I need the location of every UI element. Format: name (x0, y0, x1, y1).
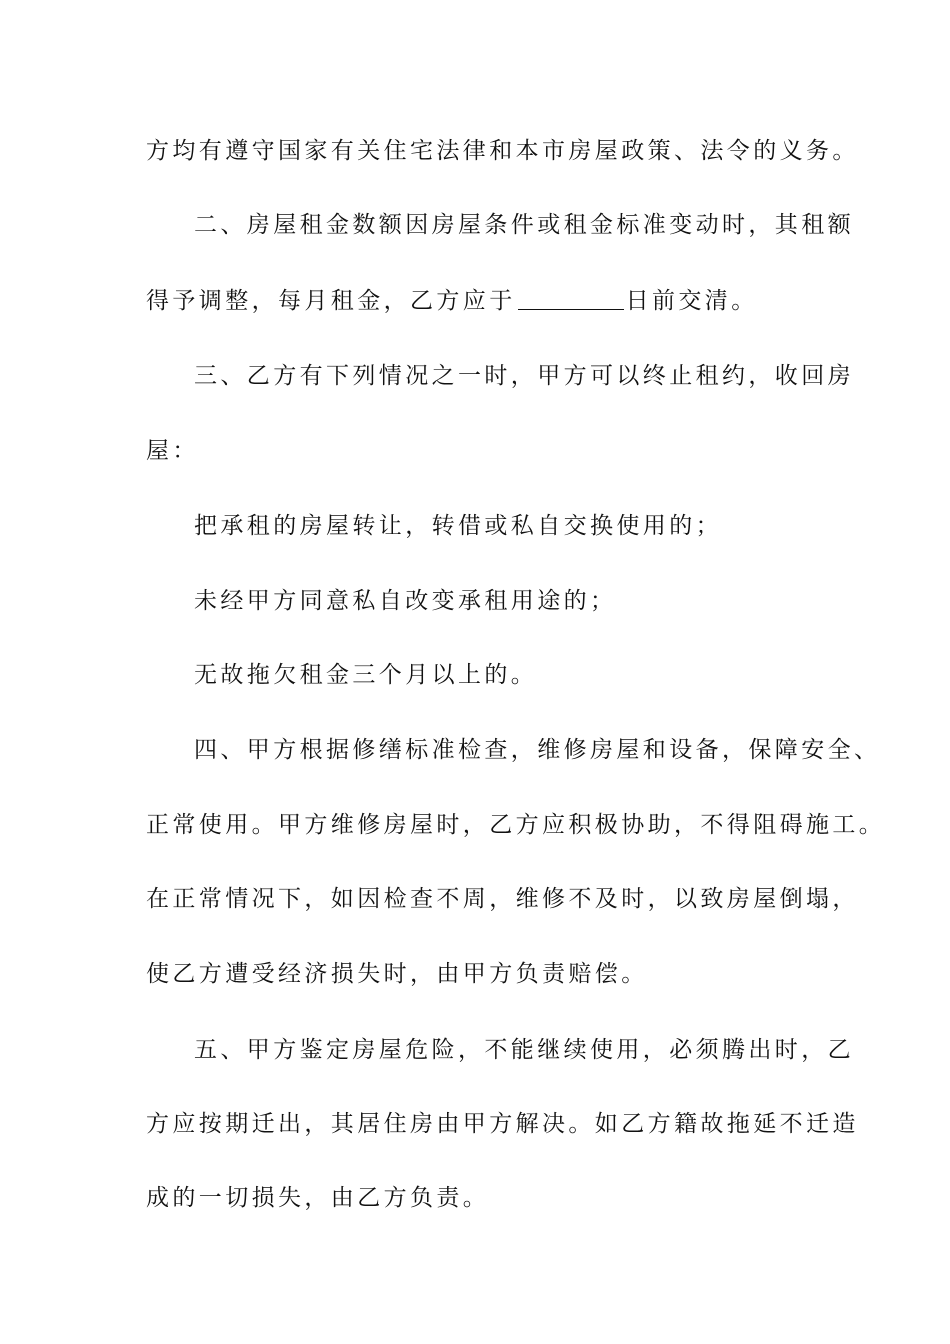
text-segment: 得予调整，每月租金，乙方应于 (146, 288, 516, 314)
text-line (146, 281, 826, 321)
text-line: 未经甲方同意私自改变承租用途的； (194, 588, 617, 614)
text-line: 把承租的房屋转让，转借或私自交换使用的； (194, 513, 722, 539)
text-line: 四、甲方根据修缮标准检查，维修房屋和设备，保障安全、 (194, 737, 881, 763)
text-line: 成的一切损失，由乙方负责。 (146, 1185, 490, 1211)
text-line: 无故拖欠租金三个月以上的。 (194, 662, 538, 688)
fill-in-blank (518, 283, 624, 310)
text-line: 二、房屋租金数额因房屋条件或租金标准变动时，其租额 (194, 212, 854, 238)
text-line: 正常使用。甲方维修房屋时，乙方应积极协助，不得阻碍施工。 (146, 812, 886, 838)
text-line: 使乙方遭受经济损失时，由甲方负责赔偿。 (146, 961, 648, 987)
text-line: 屋： (146, 438, 199, 464)
text-line: 方应按期迁出，其居住房由甲方解决。如乙方籍故拖延不迁造 (146, 1111, 859, 1137)
text-line: 五、甲方鉴定房屋危险，不能继续使用，必须腾出时，乙 (194, 1037, 854, 1063)
text-segment: 日前交清。 (625, 288, 758, 314)
text-line: 在正常情况下，如因检查不周，维修不及时，以致房屋倒塌， (146, 886, 859, 912)
text-line: 方均有遵守国家有关住宅法律和本市房屋政策、法令的义务。 (146, 138, 859, 164)
text-line: 三、乙方有下列情况之一时，甲方可以终止租约，收回房 (194, 363, 854, 389)
